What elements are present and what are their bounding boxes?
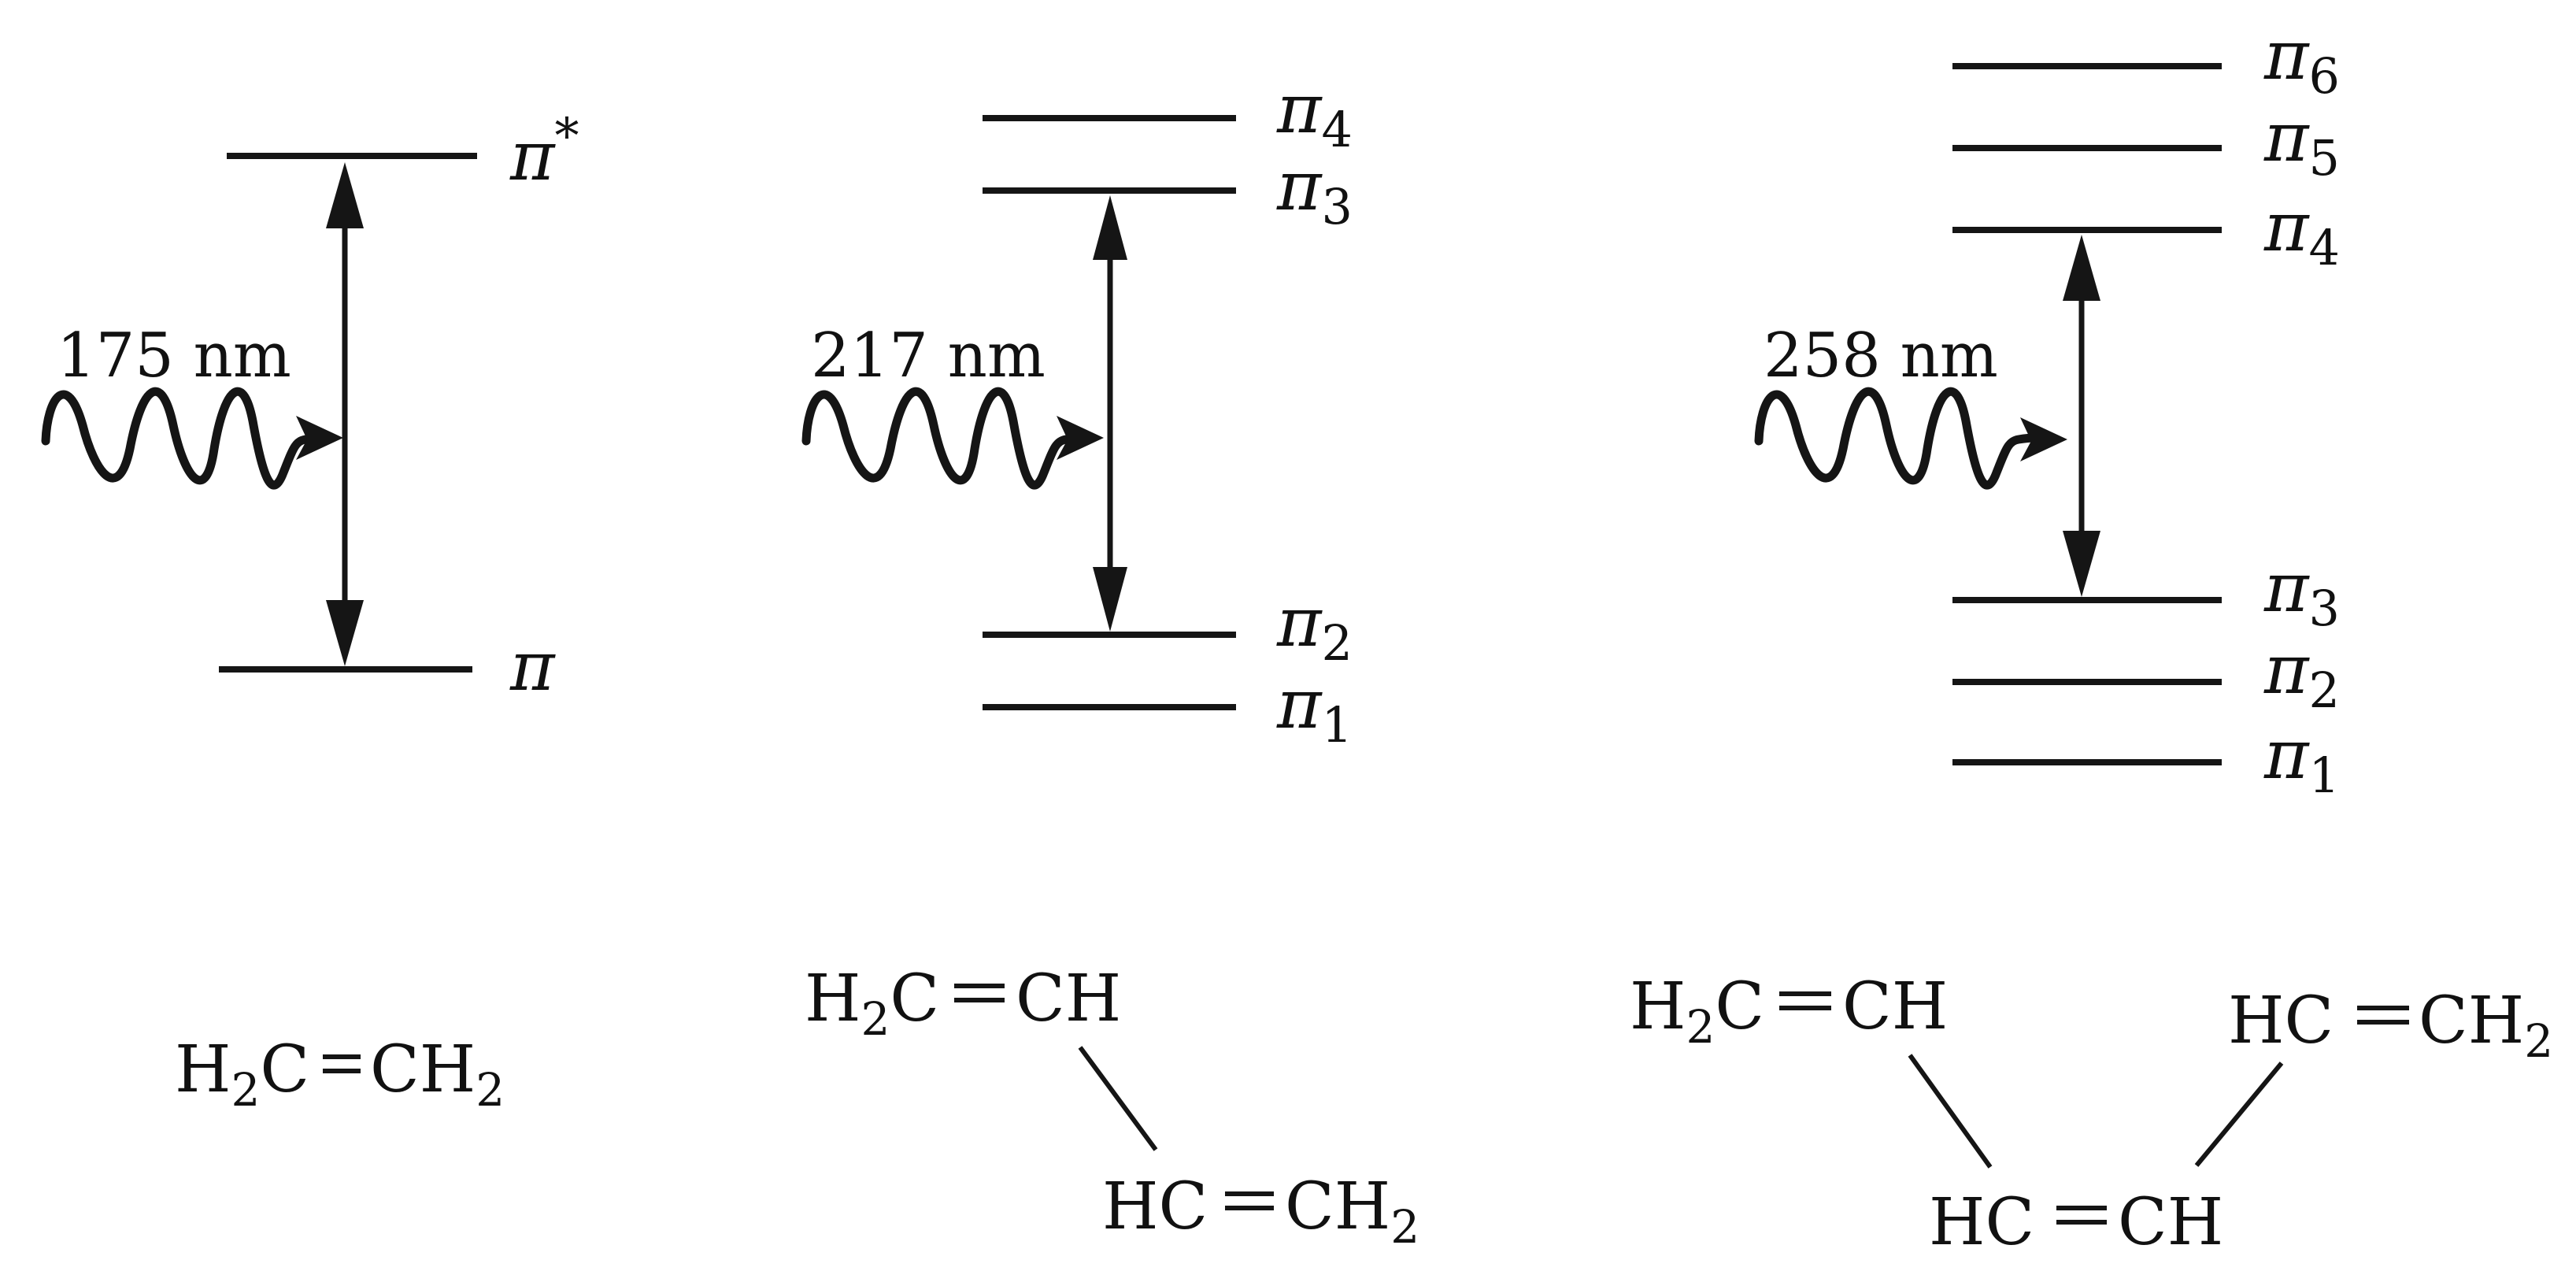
level-label-pi5: $\pi_5$ [2264,98,2340,187]
level-label-pi4: $\pi_4$ [2264,188,2340,276]
wavelength-label: 175 nm [57,321,291,391]
arrow-head-down-icon [2063,531,2100,597]
molecule-fragment: CH [1842,969,1949,1044]
arrow-head-down-icon [326,600,364,666]
panel-hexatriene [1630,17,2553,1260]
molecule-fragment: HC [1102,1169,1208,1244]
molecule-fragment: HC [1929,1185,2035,1260]
molecule-fragment: CH [2118,1185,2224,1260]
molecule-fragment: $CH_2$ [2419,984,2554,1068]
wavelength-label: 258 nm [1764,321,1998,391]
arrow-head-up-icon [1093,195,1127,260]
panel-butadiene [805,70,1419,1254]
single-bond [1910,1055,1990,1167]
molecule-hexatriene [1630,969,2553,1260]
photon-wave-icon [46,391,323,485]
single-bond [1080,1047,1156,1150]
molecule-fragment: $H_2C$ [1630,969,1765,1054]
wavelength-label: 217 nm [811,321,1046,391]
level-label-pi1: $\pi_1$ [1277,665,1353,754]
level-label-pi3: $\pi_3$ [2264,549,2340,637]
molecule-butadiene [805,962,1419,1254]
level-label-pi2: $\pi_2$ [2264,631,2340,719]
level-label-pi: π [510,628,555,706]
level-label-pi-star: π* [510,107,579,196]
arrow-head-up-icon [2063,235,2100,301]
molecule-fragment: $CH_2$ [370,1032,505,1117]
single-bond [2197,1063,2282,1165]
level-label-pi2: $\pi_2$ [1277,584,1353,672]
molecule-fragment: $H_2C$ [175,1032,310,1117]
molecule-fragment: HC [2228,984,2334,1058]
level-label-pi3: $\pi_3$ [1277,147,1353,235]
panel-ethylene [46,107,579,1117]
level-label-pi4: $\pi_4$ [1277,70,1353,158]
molecule-fragment: $CH_2$ [1285,1169,1420,1254]
arrow-head-down-icon [1093,567,1127,632]
photon-wave-icon [806,391,1083,485]
molecule-fragment: CH [1016,962,1122,1036]
level-label-pi1: $\pi_1$ [2264,716,2340,804]
molecule-ethylene [175,1032,505,1117]
arrow-head-up-icon [326,162,364,228]
photon-wave-icon [1759,391,2036,485]
level-label-pi6: $\pi_6$ [2264,17,2340,105]
molecule-fragment: $H_2C$ [805,962,940,1046]
